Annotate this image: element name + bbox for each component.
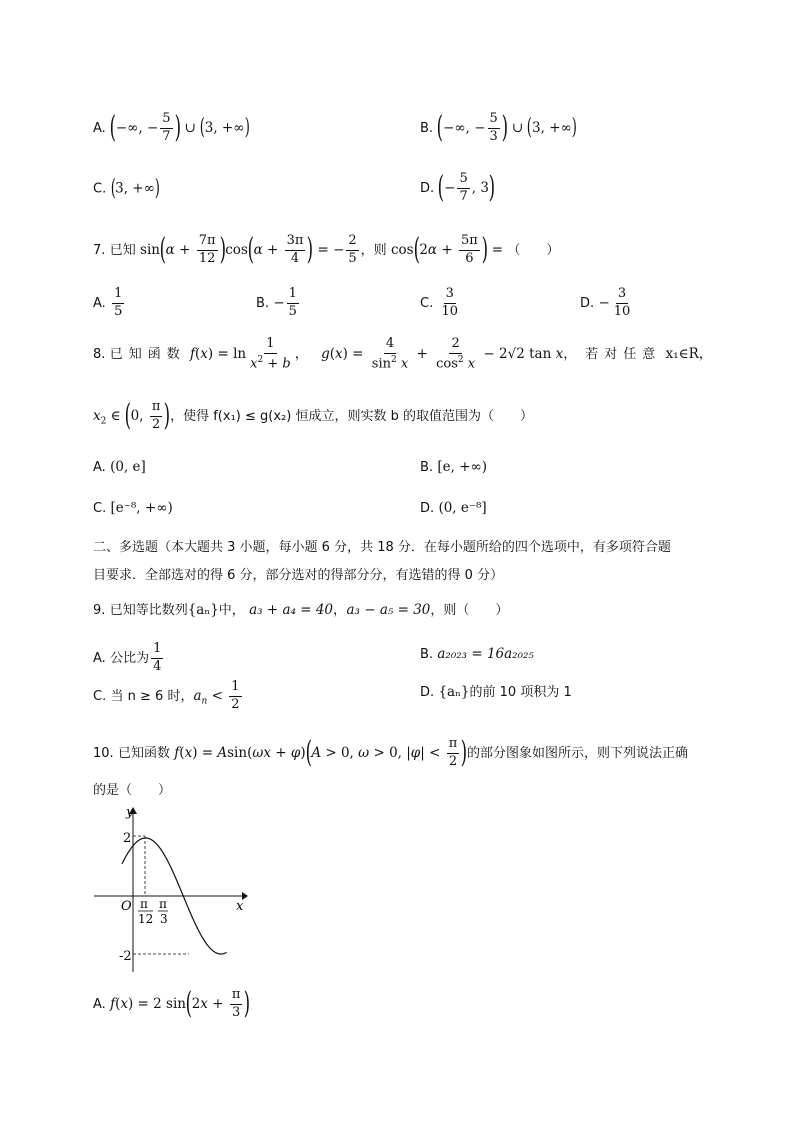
q8-option-b: B. [e, +∞) [420, 459, 488, 475]
q8-option-a: A. (0, e] [93, 459, 146, 475]
q7-option-c: C. $\frac{3}{10}$ [420, 286, 459, 319]
q6-option-d: D. (− $\frac{5}{7}$ , 3) [420, 170, 496, 206]
q8-option-c: C. [e⁻⁸, +∞) [93, 500, 173, 516]
q8-option-d: D. (0, e⁻⁸] [420, 500, 487, 516]
q8-stem-line2: $x_2$ ∈ (0, $\frac{\pi}{2}$ )，使得 f(x₁) ≤ g(x₂) 恒成立，则实数 b 的取值范围为（ ） [93, 398, 533, 434]
q7-option-b: B. − $\frac{1}{5}$ [256, 286, 297, 319]
tick1-num: π [140, 897, 148, 911]
section-heading-line1: 二、多选题（本大题共 3 小题，每小题 6 分，共 18 分．在每小题所给的四个选项中，有多项符合题 [93, 540, 671, 555]
y-max-label: 2 [123, 831, 132, 846]
x-label: x [236, 899, 244, 914]
section-heading-line2: 目要求．全部选对的得 6 分，部分选对的得部分分，有选错的得 0 分） [93, 568, 504, 583]
q6-option-c: C. (3, +∞) [93, 176, 160, 201]
q9-stem: 9. 已知等比数列{aₙ}中， a₃ + a₄ = 40，a₃ − a₅ = 30，则（ ） [93, 602, 509, 618]
q7-stem: 7. 已知 sin(α + $\frac{7\pi}{12}$ )cos(α + $\frac{3\pi}{4}$ ) = − $\frac{2}{5}$ ，则 cos(2α + $\frac{5\pi}{6}$ ) = （ ） [93, 232, 560, 268]
q6-option-b: B. (−∞, − $\frac{5}{3}$ ) ∪ (3, +∞) [420, 110, 577, 146]
tick1-den: 12 [138, 912, 154, 926]
q6-option-a: A. (−∞, − $\frac{5}{7}$ ) ∪ (3, +∞) [93, 110, 250, 146]
q10-option-a: A. f(x) = 2 sin(2x + $\frac{\pi}{3}$ ) [93, 986, 251, 1022]
q9-option-c: C. 当 n ≥ 6 时，$a_n$ < $\frac{1}{2}$ [93, 679, 240, 712]
function-graph [92, 802, 252, 980]
origin-label: O [121, 899, 132, 914]
tick2-num: π [159, 897, 167, 911]
q9-option-a: A. 公比为 $\frac{1}{4}$ [93, 641, 162, 674]
tick2-den: 3 [160, 912, 168, 926]
q7-option-d: D. − $\frac{3}{10}$ [580, 286, 631, 319]
q8-stem-line1: 8. 已知函数 f(x) = ln $\frac{1}{x^2 + b}$ ， g(x) = $\frac{4}{\sin^2 x}$ + $\frac{2}{\cos^2 x}$ − 2√2 tan x， 若对任意 x₁∈R， [93, 336, 713, 372]
q10-stem-line1: 10. 已知函数 f(x) = Asin(ωx + φ)(A > 0, ω > 0, |φ| < $\frac{\pi}{2}$ )的部分图象如图所示，则下列说法正确 [93, 735, 688, 771]
q7-option-a: A. $\frac{1}{5}$ [93, 286, 123, 319]
y-label: y [126, 805, 134, 820]
q9-option-b: B. a₂₀₂₃ = 16a₂₀₂₅ [420, 646, 534, 662]
y-min-label: -2 [119, 949, 132, 964]
q9-option-d: D. {aₙ}的前 10 项积为 1 [420, 684, 572, 700]
q10-stem-line2: 的是（ ） [93, 783, 172, 798]
